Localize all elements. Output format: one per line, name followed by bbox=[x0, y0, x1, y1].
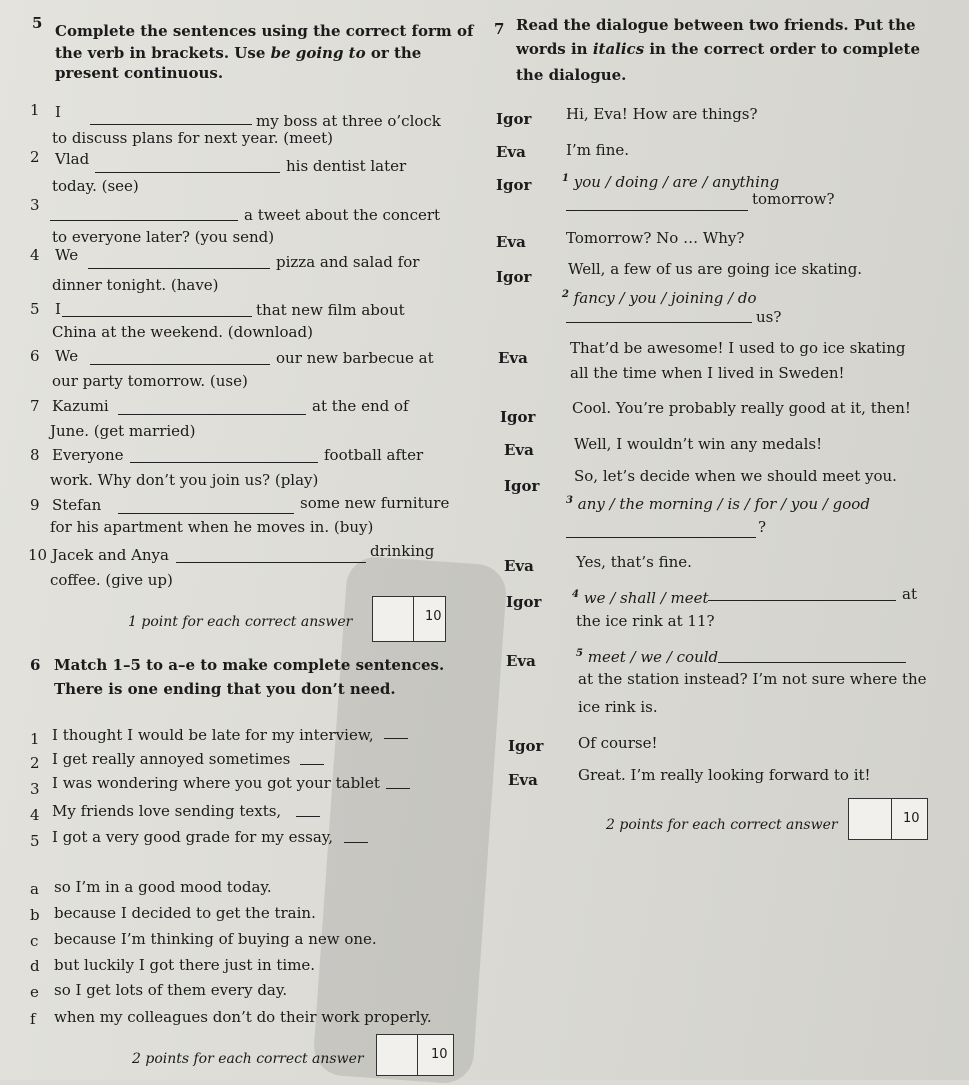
ex5-answer-blank-6[interactable] bbox=[90, 364, 270, 365]
ex6-answer-blank-1[interactable] bbox=[384, 738, 408, 739]
ex5-item-subject: I bbox=[55, 300, 61, 318]
speaker-eva: Eva bbox=[496, 233, 526, 251]
ex5-item-subject: Stefan bbox=[52, 496, 102, 514]
dialogue-prompt-2: $^2$ fancy / you / joining / do bbox=[562, 289, 757, 307]
ex5-item-text: at the end of bbox=[312, 397, 409, 415]
dialogue-line: the ice rink at 11? bbox=[576, 612, 715, 630]
ex6-ending-text: so I’m in a good mood today. bbox=[54, 878, 272, 896]
speaker-igor: Igor bbox=[496, 176, 532, 194]
ex6-item-text: My friends love sending texts, bbox=[52, 802, 282, 820]
ex5-item-text: for his apartment when he moves in. (buy) bbox=[50, 518, 374, 536]
dialogue-line: Great. I’m really looking forward to it! bbox=[578, 766, 871, 784]
ex7-number: 7 bbox=[494, 20, 505, 38]
ex7-instruction-line2: words in italics in the correct order to complete bbox=[516, 40, 920, 58]
speaker-eva: Eva bbox=[496, 143, 526, 161]
ex6-item-text: I get really annoyed sometimes bbox=[52, 750, 291, 768]
ex5-item-subject: Vlad bbox=[55, 150, 90, 168]
ex7-score-box[interactable] bbox=[848, 798, 928, 840]
dialogue-line: all the time when I lived in Sweden! bbox=[570, 364, 845, 382]
ex6-instruction-line2: There is one ending that you don’t need. bbox=[54, 680, 396, 698]
dialogue-line: So, let’s decide when we should meet you. bbox=[574, 467, 897, 485]
ex6-ending-letter: a bbox=[30, 880, 39, 898]
speaker-igor: Igor bbox=[496, 110, 532, 128]
ex5-item-text: his dentist later bbox=[286, 157, 407, 175]
ex6-ending-letter: f bbox=[30, 1010, 36, 1028]
ex5-score-max: 10 bbox=[425, 609, 442, 624]
ex5-item-number: 2 bbox=[30, 148, 40, 166]
ex5-item-text: our party tomorrow. (use) bbox=[52, 372, 248, 390]
ex5-instruction-line3: present continuous. bbox=[55, 64, 224, 82]
ex5-instruction-line2: the verb in brackets. Use be going to or the bbox=[55, 44, 422, 62]
ex6-answer-blank-3[interactable] bbox=[386, 788, 410, 789]
ex6-item-number: 1 bbox=[30, 730, 40, 748]
dialogue-prompt-5: $^5$ meet / we / could bbox=[576, 648, 719, 666]
dialogue-line: Hi, Eva! How are things? bbox=[566, 105, 758, 123]
speaker-igor: Igor bbox=[504, 477, 540, 495]
ex5-item-subject: We bbox=[55, 347, 79, 365]
dialogue-line: That’d be awesome! I used to go ice skating bbox=[570, 339, 906, 357]
dialogue-line: Yes, that’s fine. bbox=[576, 553, 692, 571]
dialogue-line: tomorrow? bbox=[752, 190, 835, 208]
ex5-item-text: work. Why don’t you join us? (play) bbox=[50, 471, 319, 489]
speaker-eva: Eva bbox=[508, 771, 538, 789]
ex5-item-text: pizza and salad for bbox=[276, 253, 420, 271]
dialogue-line: Cool. You’re probably really good at it, then! bbox=[572, 399, 911, 417]
ex6-ending-text: but luckily I got there just in time. bbox=[54, 956, 316, 974]
ex6-ending-letter: e bbox=[30, 983, 39, 1001]
speaker-igor: Igor bbox=[508, 737, 544, 755]
dialogue-line: at the station instead? I’m not sure where the bbox=[578, 670, 927, 688]
dialogue-line: ice rink is. bbox=[578, 698, 658, 716]
ex6-number: 6 bbox=[30, 656, 41, 674]
ex6-answer-blank-2[interactable] bbox=[300, 764, 324, 765]
ex5-item-number: 8 bbox=[30, 446, 40, 464]
dialogue-prompt-4: $^4$ we / shall / meet bbox=[572, 589, 709, 607]
ex5-item-text: that new film about bbox=[256, 301, 405, 319]
speaker-igor: Igor bbox=[500, 408, 536, 426]
ex6-item-text: I was wondering where you got your tablet bbox=[52, 774, 380, 792]
ex5-item-text: China at the weekend. (download) bbox=[52, 323, 313, 341]
dialogue-line: I’m fine. bbox=[566, 141, 629, 159]
ex6-ending-letter: d bbox=[30, 957, 40, 975]
ex6-ending-letter: c bbox=[30, 932, 39, 950]
ex5-item-subject: I bbox=[55, 103, 61, 121]
ex5-item-subject: Everyone bbox=[52, 446, 124, 464]
ex5-item-text: my boss at three o’clock bbox=[256, 112, 441, 130]
ex5-answer-blank-3[interactable] bbox=[50, 220, 238, 221]
ex5-answer-blank-1[interactable] bbox=[90, 124, 252, 125]
ex6-item-number: 5 bbox=[30, 832, 40, 850]
dialogue-line: Well, a few of us are going ice skating. bbox=[568, 260, 863, 278]
ex5-answer-blank-4[interactable] bbox=[88, 268, 270, 269]
ex5-item-text: to discuss plans for next year. (meet) bbox=[52, 129, 333, 147]
speaker-igor: Igor bbox=[506, 593, 542, 611]
ex6-ending-text: because I decided to get the train. bbox=[54, 904, 316, 922]
ex5-item-text: some new furniture bbox=[300, 494, 450, 512]
ex7-answer-blank-4[interactable] bbox=[708, 600, 896, 601]
speaker-eva: Eva bbox=[498, 349, 528, 367]
ex5-item-number: 7 bbox=[30, 397, 40, 415]
ex6-item-number: 2 bbox=[30, 754, 40, 772]
ex6-item-text: I thought I would be late for my interview, bbox=[52, 726, 374, 744]
ex5-answer-blank-2[interactable] bbox=[95, 172, 280, 173]
ex5-item-text: June. (get married) bbox=[50, 422, 196, 440]
ex6-answer-blank-4[interactable] bbox=[296, 816, 320, 817]
ex5-item-number: 10 bbox=[28, 546, 48, 564]
ex5-item-subject: Jacek and Anya bbox=[52, 546, 169, 564]
ex5-item-text: coffee. (give up) bbox=[50, 571, 173, 589]
ex7-points-label: 2 points for each correct answer bbox=[606, 817, 838, 833]
dialogue-line: us? bbox=[756, 308, 782, 326]
ex6-ending-text: because I’m thinking of buying a new one. bbox=[54, 930, 377, 948]
ex5-item-text: drinking bbox=[370, 542, 435, 560]
ex5-item-number: 4 bbox=[30, 246, 40, 264]
ex6-ending-text: when my colleagues don’t do their work properly. bbox=[54, 1008, 432, 1026]
ex6-item-number: 3 bbox=[30, 780, 40, 798]
ex7-instruction-line1: Read the dialogue between two friends. Put the bbox=[516, 16, 916, 34]
ex5-item-number: 9 bbox=[30, 496, 40, 514]
ex6-score-box[interactable] bbox=[376, 1034, 454, 1076]
ex6-item-number: 4 bbox=[30, 806, 40, 824]
ex5-item-text: to everyone later? (you send) bbox=[52, 228, 275, 246]
ex5-answer-blank-9[interactable] bbox=[118, 513, 294, 514]
ex7-instruction-line3: the dialogue. bbox=[516, 66, 627, 84]
dialogue-line: Tomorrow? No … Why? bbox=[566, 229, 745, 247]
speaker-eva: Eva bbox=[504, 441, 534, 459]
dialogue-line: Well, I wouldn’t win any medals! bbox=[574, 435, 823, 453]
ex6-instruction-line1: Match 1–5 to a–e to make complete sentences. bbox=[54, 656, 445, 674]
ex5-item-number: 1 bbox=[30, 101, 40, 119]
ex6-answer-blank-5[interactable] bbox=[344, 842, 368, 843]
dialogue-line: ? bbox=[758, 518, 767, 536]
ex7-answer-blank-1[interactable] bbox=[566, 210, 748, 211]
ex5-item-number: 6 bbox=[30, 347, 40, 365]
ex5-score-box[interactable] bbox=[372, 596, 446, 642]
ex5-answer-blank-8[interactable] bbox=[130, 462, 318, 463]
ex5-item-text: today. (see) bbox=[52, 177, 139, 195]
dialogue-prompt-3: $^3$ any / the morning / is / for / you / good bbox=[566, 495, 870, 513]
ex5-item-text: dinner tonight. (have) bbox=[52, 276, 219, 294]
ex5-points-label: 1 point for each correct answer bbox=[128, 614, 353, 630]
dialogue-line: Of course! bbox=[578, 734, 658, 752]
ex5-answer-blank-7[interactable] bbox=[118, 414, 306, 415]
ex7-score-max: 10 bbox=[903, 811, 920, 826]
ex6-ending-text: so I get lots of them every day. bbox=[54, 981, 288, 999]
ex5-number: 5 bbox=[32, 14, 43, 32]
ex6-ending-letter: b bbox=[30, 906, 40, 924]
ex5-item-subject: Kazumi bbox=[52, 397, 109, 415]
ex5-answer-blank-10[interactable] bbox=[176, 562, 366, 563]
ex5-answer-blank-5[interactable] bbox=[62, 316, 252, 317]
speaker-igor: Igor bbox=[496, 268, 532, 286]
ex5-item-text: a tweet about the concert bbox=[244, 206, 441, 224]
ex5-item-number: 5 bbox=[30, 300, 40, 318]
dialogue-prompt-1: $^1$ you / doing / are / anything bbox=[562, 173, 780, 191]
ex6-points-label: 2 points for each correct answer bbox=[132, 1051, 364, 1067]
ex5-item-number: 3 bbox=[30, 196, 40, 214]
ex5-item-text: our new barbecue at bbox=[276, 349, 434, 367]
ex5-item-text: football after bbox=[324, 446, 424, 464]
ex7-answer-blank-3[interactable] bbox=[566, 537, 756, 538]
ex6-item-text: I got a very good grade for my essay, bbox=[52, 828, 334, 846]
speaker-eva: Eva bbox=[506, 652, 536, 670]
dialogue-line: at bbox=[902, 585, 917, 603]
ex6-score-max: 10 bbox=[431, 1047, 448, 1062]
ex7-answer-blank-5[interactable] bbox=[718, 662, 906, 663]
ex5-item-subject: We bbox=[55, 246, 79, 264]
ex7-answer-blank-2[interactable] bbox=[566, 322, 752, 323]
speaker-eva: Eva bbox=[504, 557, 534, 575]
ex5-instruction-line1: Complete the sentences using the correct form of bbox=[55, 22, 474, 40]
